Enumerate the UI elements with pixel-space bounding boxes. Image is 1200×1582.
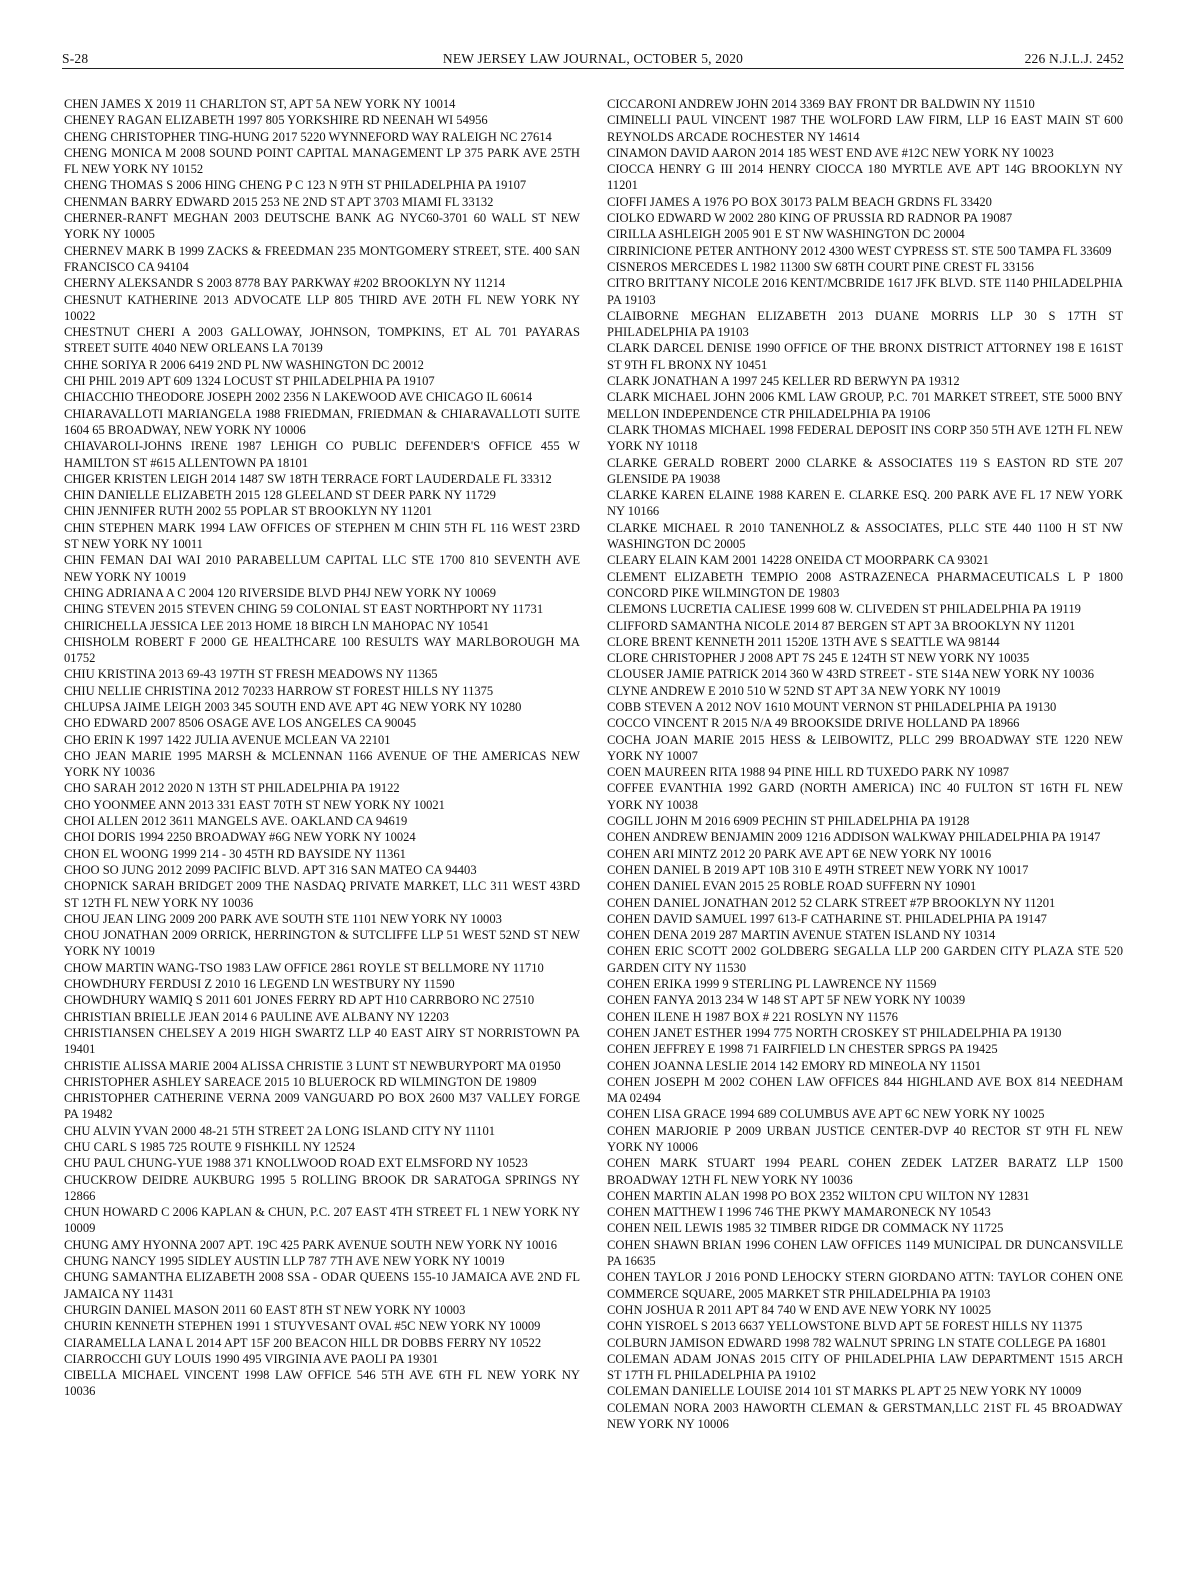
directory-entry: COHEN JEFFREY E 1998 71 FAIRFIELD LN CHESTER SPRGS PA 19425 [607, 1042, 998, 1057]
directory-entry: CHOU JONATHAN 2009 ORRICK, HERRINGTON & SUTCLIFFE LLP 51 WEST 52ND ST NEW YORK NY 10019 [64, 928, 580, 959]
directory-entry: COLEMAN ADAM JONAS 2015 CITY OF PHILADELPHIA LAW DEPARTMENT 1515 ARCH ST 17TH FL PHILADELPHIA PA 19102 [607, 1351, 1123, 1383]
directory-entry: COLEMAN DANIELLE LOUISE 2014 101 ST MARKS PL APT 25 NEW YORK NY 10009 [607, 1384, 1082, 1399]
directory-entry: CINAMON DAVID AARON 2014 185 WEST END AVE #12C NEW YORK NY 10023 [607, 145, 1054, 160]
directory-entry: CHIAVAROLI-JOHNS IRENE 1987 LEHIGH CO PUBLIC DEFENDER'S OFFICE 455 W HAMILTON ST #615 ALLENTOWN PA 18101 [64, 439, 580, 470]
directory-entry: CHHE SORIYA R 2006 6419 2ND PL NW WASHINGTON DC 20012 [64, 357, 424, 372]
directory-entry: CLYNE ANDREW E 2010 510 W 52ND ST APT 3A NEW YORK NY 10019 [607, 683, 1001, 698]
directory-entry: COHEN LISA GRACE 1994 689 COLUMBUS AVE APT 6C NEW YORK NY 10025 [607, 1107, 1045, 1122]
directory-entry: CIARAMELLA LANA L 2014 APT 15F 200 BEACON HILL DR DOBBS FERRY NY 10522 [64, 1335, 542, 1350]
directory-entry: COHEN MARK STUART 1994 PEARL COHEN ZEDEK LATZER BARATZ LLP 1500 BROADWAY 12TH FL NEW YORK NY 10036 [607, 1156, 1123, 1187]
directory-entry: CHRISTOPHER ASHLEY SAREACE 2015 10 BLUEROCK RD WILMINGTON DE 19809 [64, 1074, 537, 1089]
directory-entry: CHIN JENNIFER RUTH 2002 55 POPLAR ST BROOKLYN NY 11201 [64, 504, 433, 519]
directory-entry: CHO EDWARD 2007 8506 OSAGE AVE LOS ANGELES CA 90045 [64, 716, 417, 731]
directory-entry: CHERNER-RANFT MEGHAN 2003 DEUTSCHE BANK AG NYC60-3701 60 WALL ST NEW YORK NY 10005 [64, 211, 580, 242]
directory-entry: CHURGIN DANIEL MASON 2011 60 EAST 8TH ST NEW YORK NY 10003 [64, 1302, 466, 1317]
directory-entry: CHIACCHIO THEODORE JOSEPH 2002 2356 N LAKEWOOD AVE CHICAGO IL 60614 [64, 390, 533, 405]
directory-entry: CHIN FEMAN DAI WAI 2010 PARABELLUM CAPITAL LLC STE 1700 810 SEVENTH AVE NEW YORK NY 10019 [64, 553, 580, 584]
directory-entry: CHUNG AMY HYONNA 2007 APT. 19C 425 PARK AVENUE SOUTH NEW YORK NY 10016 [64, 1237, 558, 1252]
directory-entry: CHERNY ALEKSANDR S 2003 8778 BAY PARKWAY #202 BROOKLYN NY 11214 [64, 276, 506, 291]
directory-entry: CISNEROS MERCEDES L 1982 11300 SW 68TH COURT PINE CREST FL 33156 [607, 259, 1034, 274]
directory-entry: CICCARONI ANDREW JOHN 2014 3369 BAY FRONT DR BALDWIN NY 11510 [607, 97, 1035, 111]
directory-entry: CHERNEV MARK B 1999 ZACKS & FREEDMAN 235 MONTGOMERY STREET, STE. 400 SAN FRANCISCO CA 94104 [64, 243, 580, 274]
directory-entry: COEN MAUREEN RITA 1988 94 PINE HILL RD TUXEDO PARK NY 10987 [607, 765, 1010, 780]
page-label: S-28 [62, 51, 89, 66]
directory-entry: CHENG THOMAS S 2006 HING CHENG P C 123 N 9TH ST PHILADELPHIA PA 19107 [64, 178, 527, 193]
directory-entry: CHOU JEAN LING 2009 200 PARK AVE SOUTH STE 1101 NEW YORK NY 10003 [64, 911, 502, 926]
publication-title: NEW JERSEY LAW JOURNAL, OCTOBER 5, 2020 [442, 51, 744, 66]
directory-entry: CHENG CHRISTOPHER TING-HUNG 2017 5220 WYNNEFORD WAY RALEIGH NC 27614 [64, 129, 552, 144]
directory-entry: CLORE BRENT KENNETH 2011 1520E 13TH AVE S SEATTLE WA 98144 [607, 634, 1000, 649]
directory-entry: CIOLKO EDWARD W 2002 280 KING OF PRUSSIA RD RADNOR PA 19087 [607, 211, 1013, 226]
directory-entry: CHRISTIAN BRIELLE JEAN 2014 6 PAULINE AVE ALBANY NY 12203 [64, 1009, 449, 1024]
directory-entry: CHOI ALLEN 2012 3611 MANGELS AVE. OAKLAND CA 94619 [64, 814, 408, 829]
directory-entry: CHUCKROW DEIDRE AUKBURG 1995 5 ROLLING BROOK DR SARATOGA SPRINGS NY 12866 [64, 1172, 580, 1203]
directory-entry: COHEN JOSEPH M 2002 COHEN LAW OFFICES 844 HIGHLAND AVE BOX 814 NEEDHAM MA 02494 [607, 1074, 1123, 1106]
directory-entry: COHN YISROEL S 2013 6637 YELLOWSTONE BLVD APT 5E FOREST HILLS NY 11375 [607, 1319, 1083, 1334]
directory-entry: CLARKE GERALD ROBERT 2000 CLARKE & ASSOCIATES 119 S EASTON RD STE 207 GLENSIDE PA 19038 [607, 455, 1123, 486]
directory-entry: CHRISTIANSEN CHELSEY A 2019 HIGH SWARTZ LLP 40 EAST AIRY ST NORRISTOWN PA 19401 [64, 1025, 580, 1057]
directory-entry: CHO ERIN K 1997 1422 JULIA AVENUE MCLEAN VA 22101 [64, 732, 391, 747]
directory-entry: CLARK DARCEL DENISE 1990 OFFICE OF THE BRONX DISTRICT ATTORNEY 198 E 161ST ST 9TH FL BRONX NY 10451 [607, 341, 1123, 372]
directory-entry: CHIARAVALLOTI MARIANGELA 1988 FRIEDMAN, FRIEDMAN & CHIARAVALLOTI SUITE 1604 65 BROADWAY, NEW YORK NY 10006 [64, 406, 580, 437]
directory-entry: CHIN DANIELLE ELIZABETH 2015 128 GLEELAND ST DEER PARK NY 11729 [64, 488, 496, 503]
directory-entry: COLBURN JAMISON EDWARD 1998 782 WALNUT SPRING LN STATE COLLEGE PA 16801 [607, 1335, 1107, 1350]
directory-entry: CHOWDHURY FERDUSI Z 2010 16 LEGEND LN WESTBURY NY 11590 [64, 977, 455, 992]
directory-entry: CLAIBORNE MEGHAN ELIZABETH 2013 DUANE MORRIS LLP 30 S 17TH ST PHILADELPHIA PA 19103 [607, 308, 1123, 340]
directory-entry: CHLUPSA JAIME LEIGH 2003 345 SOUTH END AVE APT 4G NEW YORK NY 10280 [64, 699, 522, 714]
directory-entry: CHUN HOWARD C 2006 KAPLAN & CHUN, P.C. 207 EAST 4TH STREET FL 1 NEW YORK NY 10009 [64, 1205, 580, 1236]
directory-entry: CHI PHIL 2019 APT 609 1324 LOCUST ST PHILADELPHIA PA 19107 [64, 374, 435, 389]
directory-entry: COHN JOSHUA R 2011 APT 84 740 W END AVE NEW YORK NY 10025 [607, 1302, 991, 1317]
directory-entry: CHENG MONICA M 2008 SOUND POINT CAPITAL MANAGEMENT LP 375 PARK AVE 25TH FL NEW YORK NY 10152 [64, 145, 580, 177]
directory-entry: CLARKE MICHAEL R 2010 TANENHOLZ & ASSOCIATES, PLLC STE 440 1100 H ST NW WASHINGTON DC 20005 [607, 520, 1123, 552]
directory-entry: CHIRICHELLA JESSICA LEE 2013 HOME 18 BIRCH LN MAHOPAC NY 10541 [64, 618, 489, 633]
directory-entry: CLOUSER JAMIE PATRICK 2014 360 W 43RD STREET - STE S14A NEW YORK NY 10036 [607, 667, 1095, 682]
directory-entry: COBB STEVEN A 2012 NOV 1610 MOUNT VERNON ST PHILADELPHIA PA 19130 [607, 699, 1057, 714]
directory-entry: COHEN JANET ESTHER 1994 775 NORTH CROSKEY ST PHILADELPHIA PA 19130 [607, 1025, 1062, 1040]
directory-entry: COHEN TAYLOR J 2016 POND LEHOCKY STERN GIORDANO ATTN: TAYLOR COHEN ONE COMMERCE SQUARE, 2005 MARKET STR PHILADELPHIA PA 19103 [607, 1270, 1123, 1301]
page-header [62, 50, 1124, 69]
directory-entry: COGILL JOHN M 2016 6909 PECHIN ST PHILADELPHIA PA 19128 [607, 814, 970, 829]
directory-entry: CHU ALVIN YVAN 2000 48-21 5TH STREET 2A LONG ISLAND CITY NY 11101 [64, 1123, 496, 1138]
directory-entry: CHRISTIE ALISSA MARIE 2004 ALISSA CHRISTIE 3 LUNT ST NEWBURYPORT MA 01950 [64, 1058, 561, 1073]
directory-entry: COHEN ERIC SCOTT 2002 GOLDBERG SEGALLA LLP 200 GARDEN CITY PLAZA STE 520 GARDEN CITY NY 11530 [607, 944, 1123, 975]
directory-entry: COCCO VINCENT R 2015 N/A 49 BROOKSIDE DRIVE HOLLAND PA 18966 [607, 716, 1020, 731]
directory-entry: COHEN JOANNA LESLIE 2014 142 EMORY RD MINEOLA NY 11501 [607, 1058, 981, 1073]
directory-entry: CHO JEAN MARIE 1995 MARSH & MCLENNAN 1166 AVENUE OF THE AMERICAS NEW YORK NY 10036 [64, 748, 580, 780]
directory-entry: CHIGER KRISTEN LEIGH 2014 1487 SW 18TH TERRACE FORT LAUDERDALE FL 33312 [64, 471, 552, 486]
directory-entry: CHEN JAMES X 2019 11 CHARLTON ST, APT 5A NEW YORK NY 10014 [64, 97, 456, 111]
directory-entry: COHEN SHAWN BRIAN 1996 COHEN LAW OFFICES 1149 MUNICIPAL DR DUNCANSVILLE PA 16635 [607, 1237, 1123, 1269]
directory-entry: CLEMENT ELIZABETH TEMPIO 2008 ASTRAZENECA PHARMACEUTICALS L P 1800 CONCORD PIKE WILMINGTON DE 19803 [607, 569, 1123, 600]
directory-entry: CLEMONS LUCRETIA CALIESE 1999 608 W. CLIVEDEN ST PHILADELPHIA PA 19119 [607, 602, 1081, 617]
directory-entry: COHEN DANIEL EVAN 2015 25 ROBLE ROAD SUFFERN NY 10901 [607, 879, 977, 894]
directory-entry: COHEN ANDREW BENJAMIN 2009 1216 ADDISON WALKWAY PHILADELPHIA PA 19147 [607, 830, 1101, 845]
directory-entry: CLEARY ELAIN KAM 2001 14228 ONEIDA CT MOORPARK CA 93021 [607, 553, 989, 568]
directory-entry: CHO SARAH 2012 2020 N 13TH ST PHILADELPHIA PA 19122 [64, 781, 400, 796]
directory-entry: CHING STEVEN 2015 STEVEN CHING 59 COLONIAL ST EAST NORTHPORT NY 11731 [64, 602, 544, 617]
directory-entry: CHON EL WOONG 1999 214 - 30 45TH RD BAYSIDE NY 11361 [64, 846, 406, 861]
directory-entry: CHOW MARTIN WANG-TSO 1983 LAW OFFICE 2861 ROYLE ST BELLMORE NY 11710 [64, 960, 544, 975]
directory-entry: COLEMAN NORA 2003 HAWORTH CLEMAN & GERSTMAN,LLC 21ST FL 45 BROADWAY NEW YORK NY 10006 [607, 1400, 1123, 1432]
directory-entry: CHUNG SAMANTHA ELIZABETH 2008 SSA - ODAR QUEENS 155-10 JAMAICA AVE 2ND FL JAMAICA NY 11431 [64, 1270, 580, 1301]
directory-entry: CHENMAN BARRY EDWARD 2015 253 NE 2ND ST APT 3703 MIAMI FL 33132 [64, 194, 494, 209]
directory-entry: CITRO BRITTANY NICOLE 2016 KENT/MCBRIDE 1617 JFK BLVD. STE 1140 PHILADELPHIA PA 19103 [607, 276, 1123, 307]
directory-entry: CHIU KRISTINA 2013 69-43 197TH ST FRESH MEADOWS NY 11365 [64, 667, 438, 682]
directory-entry: CHRISTOPHER CATHERINE VERNA 2009 VANGUARD PO BOX 2600 M37 VALLEY FORGE PA 19482 [64, 1091, 580, 1122]
directory-entry: CIRRINICIONE PETER ANTHONY 2012 4300 WEST CYPRESS ST. STE 500 TAMPA FL 33609 [607, 243, 1112, 258]
directory-entry: CIARROCCHI GUY LOUIS 1990 495 VIRGINIA AVE PAOLI PA 19301 [64, 1351, 439, 1366]
directory-entry: CHIU NELLIE CHRISTINA 2012 70233 HARROW ST FOREST HILLS NY 11375 [64, 683, 494, 698]
directory-entry: CHING ADRIANA A C 2004 120 RIVERSIDE BLVD PH4J NEW YORK NY 10069 [64, 585, 496, 600]
directory-entry: CIRILLA ASHLEIGH 2005 901 E ST NW WASHINGTON DC 20004 [607, 227, 965, 242]
directory-entry: CHUNG NANCY 1995 SIDLEY AUSTIN LLP 787 7TH AVE NEW YORK NY 10019 [64, 1254, 505, 1269]
directory-entry: CLARKE KAREN ELAINE 1988 KAREN E. CLARKE ESQ. 200 PARK AVE FL 17 NEW YORK NY 10166 [607, 488, 1123, 519]
directory-entry: CHU CARL S 1985 725 ROUTE 9 FISHKILL NY 12524 [64, 1140, 356, 1154]
directory-entry: COCHA JOAN MARIE 2015 HESS & LEIBOWITZ, PLLC 299 BROADWAY STE 1220 NEW YORK NY 10007 [607, 732, 1123, 763]
left-column [64, 96, 580, 1400]
directory-entry: CHESNUT KATHERINE 2013 ADVOCATE LLP 805 THIRD AVE 20TH FL NEW YORK NY 10022 [64, 292, 580, 323]
directory-entry: CHOWDHURY WAMIQ S 2011 601 JONES FERRY RD APT H10 CARRBORO NC 27510 [64, 993, 535, 1008]
directory-entry: CLIFFORD SAMANTHA NICOLE 2014 87 BERGEN ST APT 3A BROOKLYN NY 11201 [607, 618, 1076, 633]
directory-entry: COHEN ILENE H 1987 BOX # 221 ROSLYN NY 11576 [607, 1009, 898, 1024]
directory-entry: CLARK MICHAEL JOHN 2006 KML LAW GROUP, P.C. 701 MARKET STREET, STE 5000 BNY MELLON INDEPENDENCE CTR PHILADELPHIA PA 19106 [607, 390, 1123, 421]
directory-entry: CIOFFI JAMES A 1976 PO BOX 30173 PALM BEACH GRDNS FL 33420 [607, 194, 992, 209]
directory-entry: COHEN DANIEL B 2019 APT 10B 310 E 49TH STREET NEW YORK NY 10017 [607, 862, 1029, 877]
directory-entry: COHEN MARJORIE P 2009 URBAN JUSTICE CENTER-DVP 40 RECTOR ST 9TH FL NEW YORK NY 10006 [607, 1123, 1123, 1154]
directory-entry: CHO YOONMEE ANN 2013 331 EAST 70TH ST NEW YORK NY 10021 [64, 797, 445, 812]
directory-entry: COHEN FANYA 2013 234 W 148 ST APT 5F NEW YORK NY 10039 [607, 993, 966, 1008]
directory-entry: COHEN NEIL LEWIS 1985 32 TIMBER RIDGE DR COMMACK NY 11725 [607, 1221, 1004, 1236]
directory-entry: CIOCCA HENRY G III 2014 HENRY CIOCCA 180 MYRTLE AVE APT 14G BROOKLYN NY 11201 [607, 162, 1123, 193]
directory-entry: COHEN ARI MINTZ 2012 20 PARK AVE APT 6E NEW YORK NY 10016 [607, 846, 992, 861]
directory-entry: CHIN STEPHEN MARK 1994 LAW OFFICES OF STEPHEN M CHIN 5TH FL 116 WEST 23RD ST NEW YORK NY 10011 [64, 520, 580, 552]
directory-entry: COHEN ERIKA 1999 9 STERLING PL LAWRENCE NY 11569 [607, 977, 937, 992]
directory-entry: COHEN DENA 2019 287 MARTIN AVENUE STATEN ISLAND NY 10314 [607, 928, 996, 943]
directory-entry: CHOO SO JUNG 2012 2099 PACIFIC BLVD. APT 316 SAN MATEO CA 94403 [64, 862, 477, 877]
directory-entry: CLORE CHRISTOPHER J 2008 APT 7S 245 E 124TH ST NEW YORK NY 10035 [607, 651, 1030, 666]
directory-entry: CHENEY RAGAN ELIZABETH 1997 805 YORKSHIRE RD NEENAH WI 54956 [64, 113, 488, 128]
citation: 226 N.J.L.J. 2452 [1024, 51, 1124, 66]
directory-entry: CLARK JONATHAN A 1997 245 KELLER RD BERWYN PA 19312 [607, 374, 960, 389]
directory-entry: COHEN MARTIN ALAN 1998 PO BOX 2352 WILTON CPU WILTON NY 12831 [607, 1188, 1030, 1203]
directory-entry: CHOI DORIS 1994 2250 BROADWAY #6G NEW YORK NY 10024 [64, 830, 416, 845]
right-column [607, 96, 1123, 1432]
directory-entry: CHURIN KENNETH STEPHEN 1991 1 STUYVESANT OVAL #5C NEW YORK NY 10009 [64, 1319, 541, 1334]
directory-entry: COFFEE EVANTHIA 1992 GARD (NORTH AMERICA) INC 40 FULTON ST 16TH FL NEW YORK NY 10038 [607, 781, 1123, 812]
directory-entry: CLARK THOMAS MICHAEL 1998 FEDERAL DEPOSIT INS CORP 350 5TH AVE 12TH FL NEW YORK NY 10118 [607, 422, 1123, 454]
directory-entry: CIBELLA MICHAEL VINCENT 1998 LAW OFFICE 546 5TH AVE 6TH FL NEW YORK NY 10036 [64, 1368, 580, 1399]
directory-entry: COHEN DANIEL JONATHAN 2012 52 CLARK STREET #7P BROOKLYN NY 11201 [607, 895, 1056, 910]
directory-entry: COHEN MATTHEW I 1996 746 THE PKWY MAMARONECK NY 10543 [607, 1205, 991, 1220]
directory-entry: CHOPNICK SARAH BRIDGET 2009 THE NASDAQ PRIVATE MARKET, LLC 311 WEST 43RD ST 12TH FL NEW YORK NY 10036 [64, 879, 580, 910]
directory-entry: COHEN DAVID SAMUEL 1997 613-F CATHARINE ST. PHILADELPHIA PA 19147 [607, 911, 1047, 926]
directory-entry: CIMINELLI PAUL VINCENT 1987 THE WOLFORD LAW FIRM, LLP 16 EAST MAIN ST 600 REYNOLDS ARCADE ROCHESTER NY 14614 [607, 113, 1123, 144]
directory-entry: CHISHOLM ROBERT F 2000 GE HEALTHCARE 100 RESULTS WAY MARLBOROUGH MA 01752 [64, 634, 580, 666]
directory-entry: CHESTNUT CHERI A 2003 GALLOWAY, JOHNSON, TOMPKINS, ET AL 701 PAYARAS STREET SUITE 4040 NEW ORLEANS LA 70139 [64, 325, 580, 356]
directory-entry: CHU PAUL CHUNG-YUE 1988 371 KNOLLWOOD ROAD EXT ELMSFORD NY 10523 [64, 1156, 528, 1171]
